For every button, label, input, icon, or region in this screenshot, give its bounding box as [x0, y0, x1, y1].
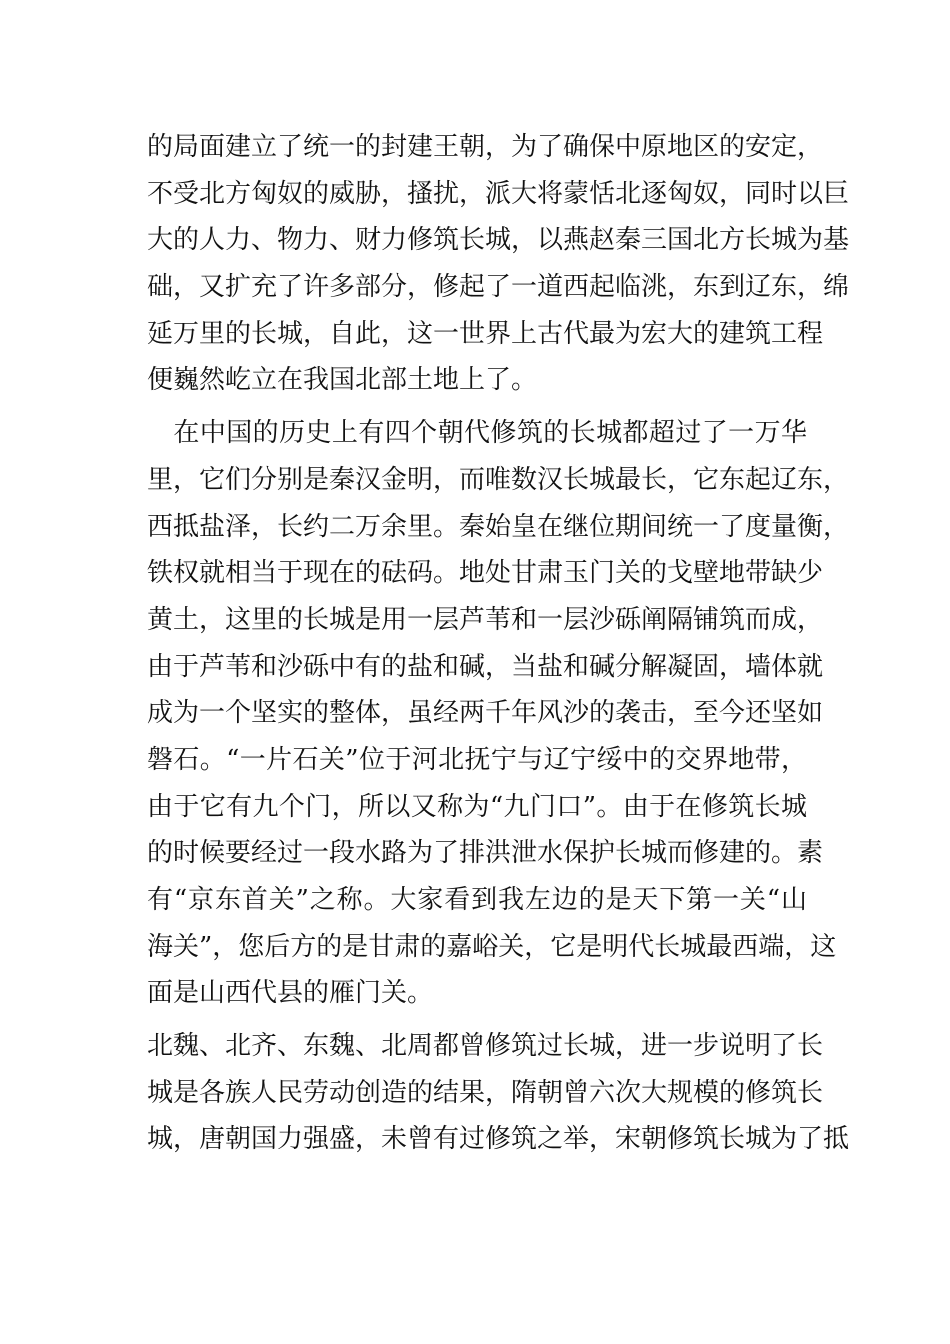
text-line: 础，又扩充了许多部分，修起了一道西起临洮，东到辽东，绵 [147, 272, 850, 303]
text-line: 磐石。“一片石关”位于河北抚宁与辽宁绥中的交界地带， [147, 744, 807, 775]
text-line: 北魏、北齐、东魏、北周都曾修筑过长城，进一步说明了长 [147, 1031, 824, 1062]
text-line: 不受北方匈奴的威胁，搔扰，派大将蒙恬北逐匈奴，同时以巨 [147, 178, 850, 209]
text-line: 成为一个坚实的整体，虽经两千年风沙的袭击，至今还坚如 [147, 698, 824, 729]
text-line: 黄土，这里的长城是用一层芦苇和一层沙砾阐隔铺筑而成， [147, 604, 824, 635]
text-line: 在中国的历史上有四个朝代修筑的长城都超过了一万华 [147, 418, 807, 449]
text-line: 延万里的长城，自此，这一世界上古代最为宏大的建筑工程 [147, 318, 824, 349]
paragraph-2 [147, 410, 850, 1017]
text-line: 面是山西代县的雁门关。 [147, 978, 434, 1009]
text-line: 西抵盐泽，长约二万余里。秦始皇在继位期间统一了度量衡， [147, 511, 850, 542]
text-line: 城，唐朝国力强盛，未曾有过修筑之举，宋朝修筑长城为了抵 [147, 1124, 850, 1155]
text-line: 便巍然屹立在我国北部土地上了。 [147, 365, 538, 396]
text-line: 由于芦苇和沙砾中有的盐和碱，当盐和碱分解凝固，墙体就 [147, 651, 824, 682]
text-line: 有“京东首关”之称。大家看到我左边的是天下第一关“山 [147, 885, 807, 915]
text-line: 里，它们分别是秦汉金明，而唯数汉长城最长，它东起辽东， [147, 464, 850, 495]
text-line: 城是各族人民劳动创造的结果，隋朝曾六次大规模的修筑长 [147, 1077, 824, 1108]
paragraph-3 [147, 1023, 850, 1163]
text-line: 的局面建立了统一的封建王朝，为了确保中原地区的安定， [147, 132, 824, 162]
paragraph-1 [147, 124, 850, 404]
text-line: 海关”，您后方的是甘肃的嘉峪关，它是明代长城最西端，这 [147, 931, 837, 962]
text-line: 大的人力、物力、财力修筑长城，以燕赵秦三国北方长城为基 [147, 225, 850, 256]
text-line: 的时候要经过一段水路为了排洪泄水保护长城而修建的。素 [147, 838, 824, 869]
text-line: 由于它有九个门，所以又称为“九门口”。由于在修筑长城 [147, 791, 807, 822]
body-text [147, 124, 850, 1163]
text-line: 铁权就相当于现在的砝码。地处甘肃玉门关的戈壁地带缺少 [147, 558, 824, 589]
